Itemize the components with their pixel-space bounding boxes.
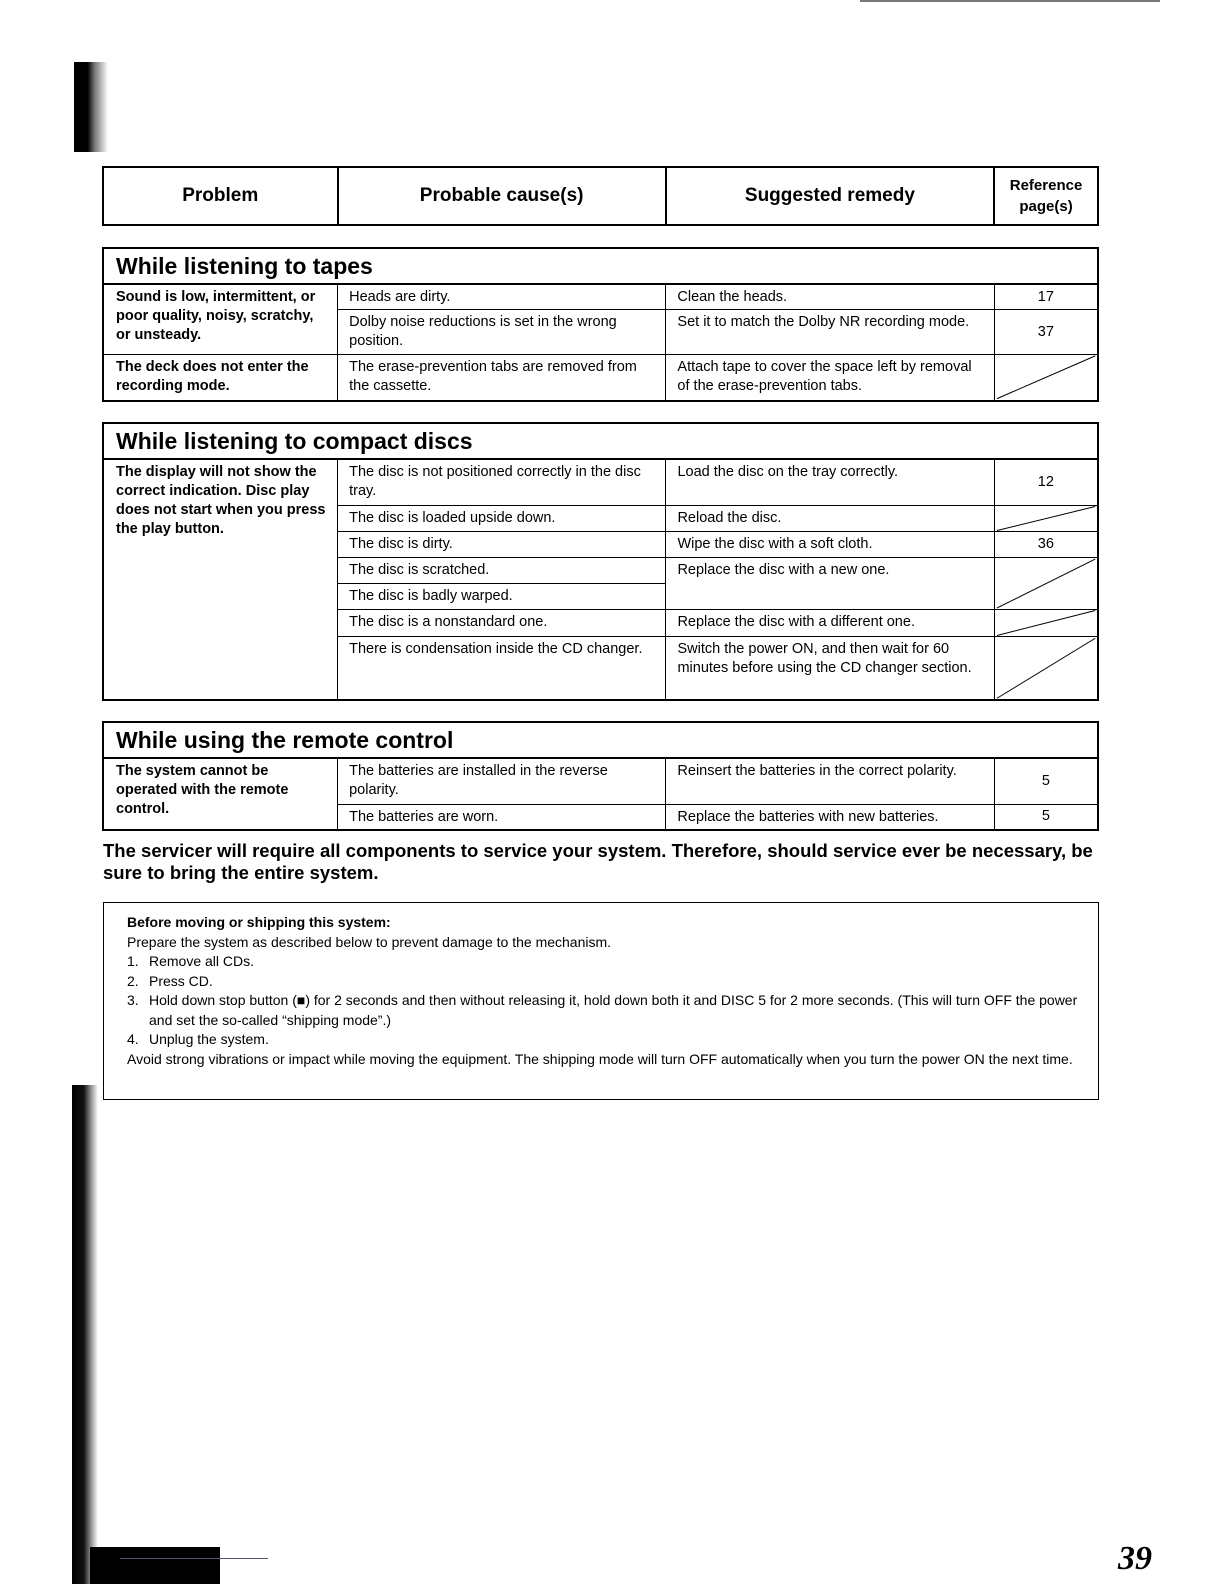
step-text: Remove all CDs. bbox=[149, 953, 255, 969]
header-reference-line1: Reference bbox=[1009, 177, 1083, 194]
reference-cell: 12 bbox=[994, 459, 1098, 505]
diagonal-slash bbox=[995, 355, 1097, 400]
cause-cell: The disc is loaded upside down. bbox=[338, 505, 666, 531]
cause-cell: The disc is not positioned correctly in the disc tray. bbox=[338, 459, 666, 505]
diagonal-slash bbox=[995, 637, 1097, 700]
list-item bbox=[127, 1030, 1078, 1050]
step-number: 2. bbox=[127, 972, 139, 989]
cause-cell: The disc is dirty. bbox=[338, 531, 666, 557]
section-compact-discs bbox=[102, 422, 1099, 701]
header-problem: Problem bbox=[103, 167, 338, 225]
shipping-instructions bbox=[103, 902, 1099, 1100]
header-reference bbox=[994, 167, 1098, 225]
no-reference-cell bbox=[994, 609, 1098, 636]
cause-cell: Heads are dirty. bbox=[338, 284, 666, 310]
section-title: While listening to compact discs bbox=[103, 423, 1098, 459]
remedy-cell: Switch the power ON, and then wait for 60 minutes before using the CD changer section. bbox=[666, 636, 994, 700]
scan-edge-shadow bbox=[72, 1085, 98, 1584]
diagonal-slash bbox=[995, 610, 1097, 636]
cause-cell: Dolby noise reductions is set in the wrong position. bbox=[338, 310, 666, 355]
remedy-cell: Replace the disc with a different one. bbox=[666, 609, 994, 636]
step-text: Unplug the system. bbox=[149, 1031, 269, 1047]
header-cause: Probable cause(s) bbox=[338, 167, 666, 225]
step-number: 3. bbox=[127, 992, 139, 1008]
diagonal-slash bbox=[995, 558, 1097, 609]
cause-cell: The batteries are installed in the reverse polarity. bbox=[338, 758, 666, 804]
diagonal-slash bbox=[995, 506, 1097, 531]
scan-artifact-line bbox=[120, 1558, 268, 1559]
reference-cell: 5 bbox=[994, 804, 1098, 830]
remedy-cell: Load the disc on the tray correctly. bbox=[666, 459, 994, 505]
remedy-cell: Attach tape to cover the space left by removal of the erase-prevention tabs. bbox=[666, 355, 994, 401]
cause-cell: The disc is a nonstandard one. bbox=[338, 609, 666, 636]
problem-cell: The deck does not enter the recording mode. bbox=[103, 355, 338, 401]
reference-cell: 37 bbox=[994, 310, 1098, 355]
remedy-cell: Reload the disc. bbox=[666, 505, 994, 531]
cause-cell: The disc is badly warped. bbox=[338, 583, 666, 609]
page-number: 39 bbox=[1118, 1540, 1152, 1577]
reference-cell: 36 bbox=[994, 531, 1098, 557]
step-text: Press CD. bbox=[149, 972, 213, 989]
no-reference-cell bbox=[994, 505, 1098, 531]
section-title: While listening to tapes bbox=[103, 248, 1098, 284]
troubleshooting-header bbox=[102, 166, 1099, 226]
reference-cell: 17 bbox=[994, 284, 1098, 310]
scan-artifact-top bbox=[860, 0, 1160, 2]
problem-cell: Sound is low, intermittent, or poor quality, noisy, scratchy, or unsteady. bbox=[103, 284, 338, 355]
list-item bbox=[127, 991, 1078, 1030]
reference-cell: 5 bbox=[994, 758, 1098, 804]
problem-cell: The display will not show the correct indication. Disc play does not start when you press the play button. bbox=[103, 459, 338, 700]
header-remedy: Suggested remedy bbox=[666, 167, 994, 225]
shipping-intro: Prepare the system as described below to prevent damage to the mechanism. bbox=[127, 933, 612, 950]
remedy-cell: Replace the batteries with new batteries. bbox=[666, 804, 994, 830]
cause-cell: The batteries are worn. bbox=[338, 804, 666, 830]
cause-cell: There is condensation inside the CD changer. bbox=[338, 636, 666, 700]
no-reference-cell bbox=[994, 636, 1098, 700]
service-notice: The servicer will require all components to service your system. Therefore, should service ever be necessary, be sure to bring the entire system. bbox=[103, 840, 1093, 883]
step-text: Hold down stop button (■) for 2 seconds and then without releasing it, hold down both it and DISC 5 for 2 more seconds. (This will turn OFF the power and set the so-called “shipping mode”.) bbox=[149, 992, 1078, 1028]
scan-edge-shadow bbox=[74, 62, 108, 152]
cause-cell: The erase-prevention tabs are removed from the cassette. bbox=[338, 355, 666, 401]
remedy-cell: Reinsert the batteries in the correct polarity. bbox=[666, 758, 994, 804]
no-reference-cell bbox=[994, 557, 1098, 609]
section-remote-control bbox=[102, 721, 1099, 831]
remedy-cell: Replace the disc with a new one. bbox=[666, 557, 994, 609]
list-item bbox=[127, 952, 1078, 972]
shipping-heading: Before moving or shipping this system: bbox=[127, 914, 391, 930]
step-number: 4. bbox=[127, 1031, 139, 1047]
remedy-cell: Clean the heads. bbox=[666, 284, 994, 310]
problem-cell: The system cannot be operated with the remote control. bbox=[103, 758, 338, 830]
remedy-cell: Wipe the disc with a soft cloth. bbox=[666, 531, 994, 557]
shipping-footer: Avoid strong vibrations or impact while moving the equipment. The shipping mode will turn OFF automatically when you turn the power ON the next time. bbox=[127, 1050, 1073, 1067]
cause-cell: The disc is scratched. bbox=[338, 557, 666, 583]
list-item bbox=[127, 972, 1078, 992]
step-number: 1. bbox=[127, 953, 139, 969]
remedy-cell: Set it to match the Dolby NR recording mode. bbox=[666, 310, 994, 355]
no-reference-cell bbox=[994, 355, 1098, 401]
section-title: While using the remote control bbox=[103, 722, 1098, 758]
header-reference-line2: page(s) bbox=[1019, 198, 1073, 215]
scan-edge-shadow bbox=[90, 1547, 220, 1584]
section-tapes bbox=[102, 247, 1099, 402]
